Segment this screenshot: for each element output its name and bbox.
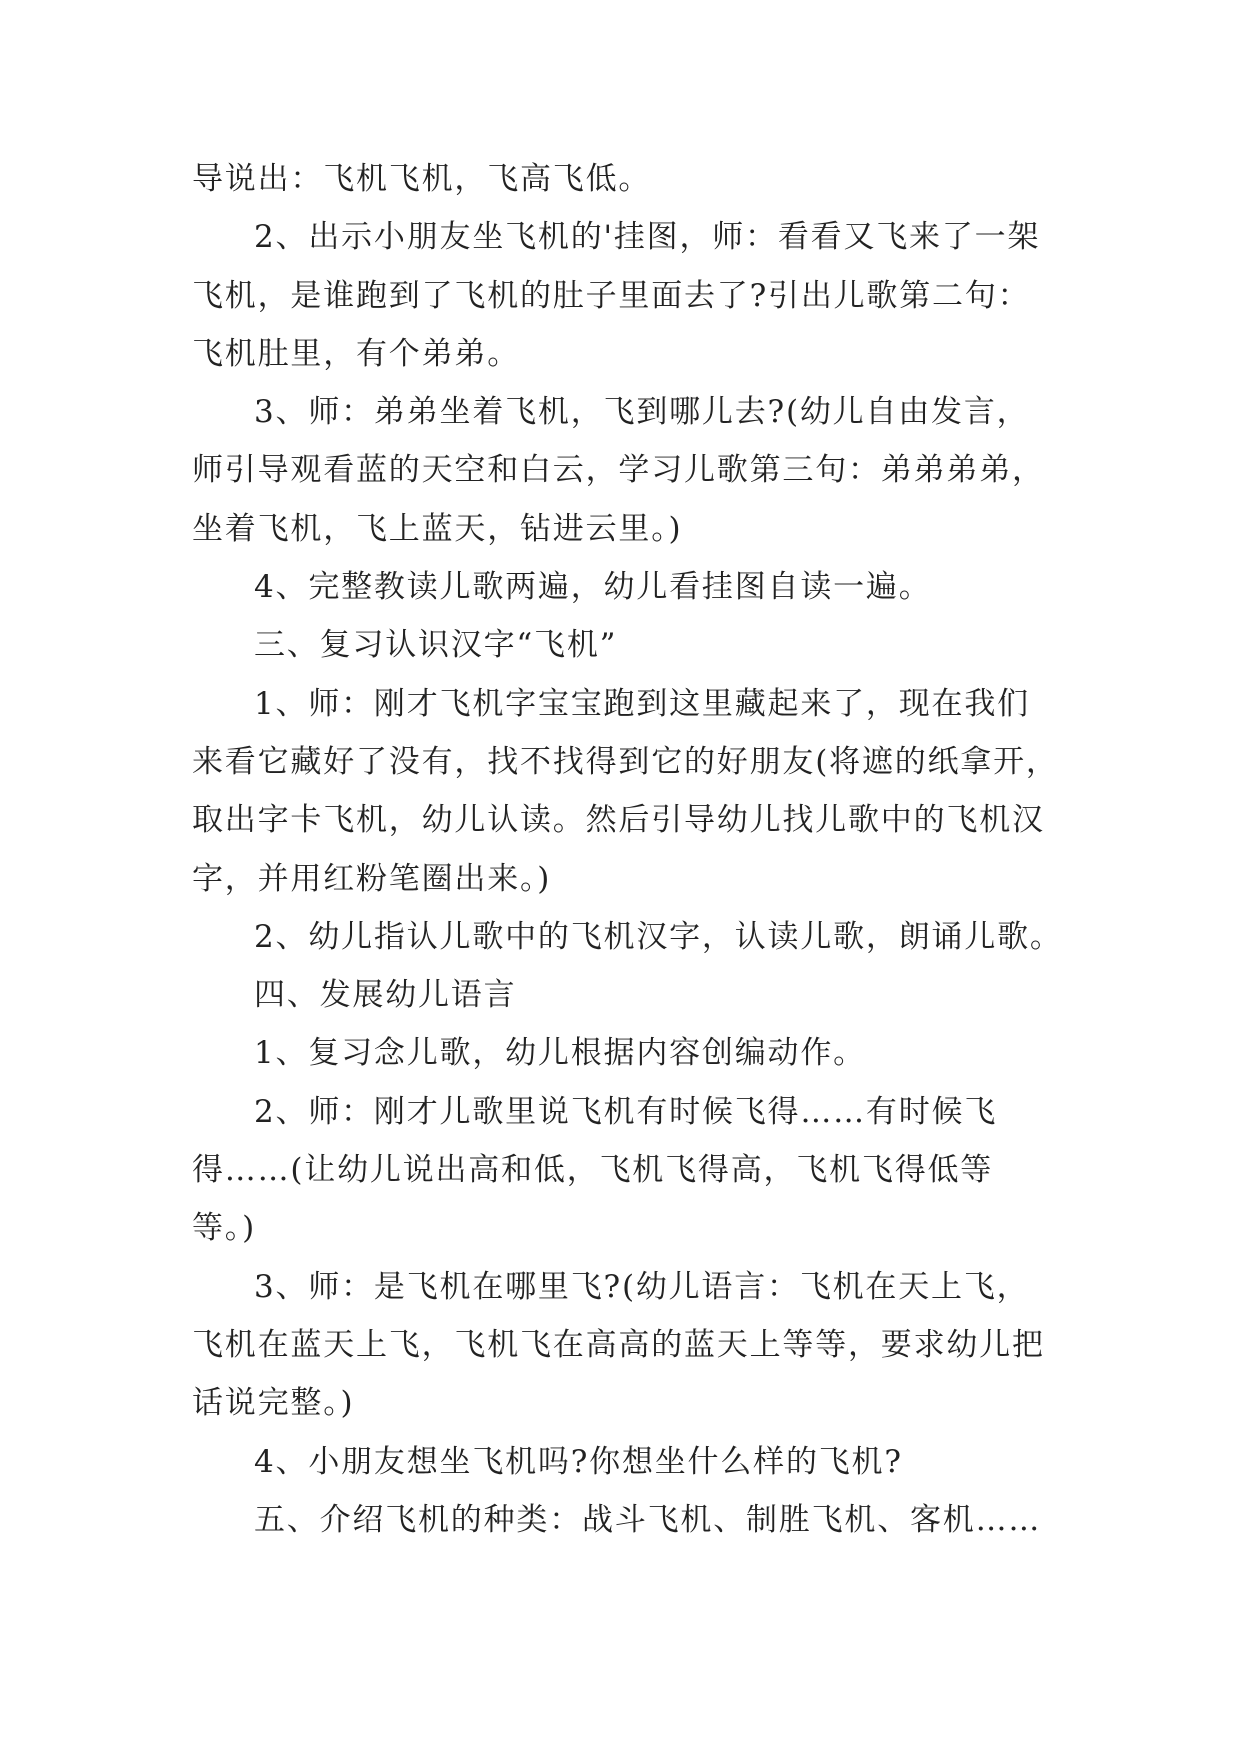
- text-line: 4、小朋友想坐飞机吗?你想坐什么样的飞机?: [254, 1443, 903, 1480]
- section-heading: 四、发展幼儿语言: [254, 977, 517, 1014]
- section-heading: 五、介绍飞机的种类：战斗飞机、制胜飞机、客机……: [254, 1501, 1042, 1538]
- document-body: [192, 150, 1072, 1549]
- text-line: 1、师：刚才飞机字宝宝跑到这里藏起来了，现在我们: [254, 685, 1030, 722]
- text-line: 来看它藏好了没有，找不找得到它的好朋友(将遮的纸拿开，: [192, 743, 1059, 780]
- text-line: 飞机肚里，有个弟弟。: [192, 335, 520, 372]
- text-line: 1、复习念儿歌，幼儿根据内容创编动作。: [254, 1035, 866, 1072]
- text-line: 字，并用红粉笔圈出来。): [192, 860, 552, 897]
- text-line: 话说完整。): [192, 1385, 355, 1422]
- text-line: 飞机在蓝天上飞，飞机飞在高高的蓝天上等等，要求幼儿把: [192, 1326, 1045, 1363]
- text-line: 得……(让幼儿说出高和低，飞机飞得高，飞机飞得低等: [192, 1152, 994, 1189]
- text-line: 4、完整教读儿歌两遍，幼儿看挂图自读一遍。: [254, 569, 932, 606]
- text-line: 3、师：弟弟坐着飞机，飞到哪儿去?(幼儿自由发言，: [254, 394, 1030, 431]
- text-line: 坐着飞机，飞上蓝天，钻进云里。): [192, 510, 683, 547]
- section-heading: 三、复习认识汉字“飞机”: [254, 627, 618, 664]
- text-line: 等。): [192, 1210, 256, 1247]
- text-line: 导说出：飞机飞机，飞高飞低。: [192, 161, 652, 197]
- text-line: 取出字卡飞机，幼儿认读。然后引导幼儿找儿歌中的飞机汉: [192, 802, 1045, 839]
- text-line: 飞机，是谁跑到了飞机的肚子里面去了?引出儿歌第二句：: [192, 277, 1031, 314]
- text-line: 3、师：是飞机在哪里飞?(幼儿语言：飞机在天上飞，: [254, 1268, 1030, 1305]
- text-line: 师引导观看蓝的天空和白云，学习儿歌第三句：弟弟弟弟，: [192, 452, 1045, 489]
- text-line: 2、幼儿指认儿歌中的飞机汉字，认读儿歌，朗诵儿歌。: [254, 918, 1063, 955]
- text-line: 2、师：刚才儿歌里说飞机有时候飞得……有时候飞: [254, 1093, 998, 1130]
- text-line: 2、出示小朋友坐飞机的'挂图，师：看看又飞来了一架: [254, 219, 1041, 256]
